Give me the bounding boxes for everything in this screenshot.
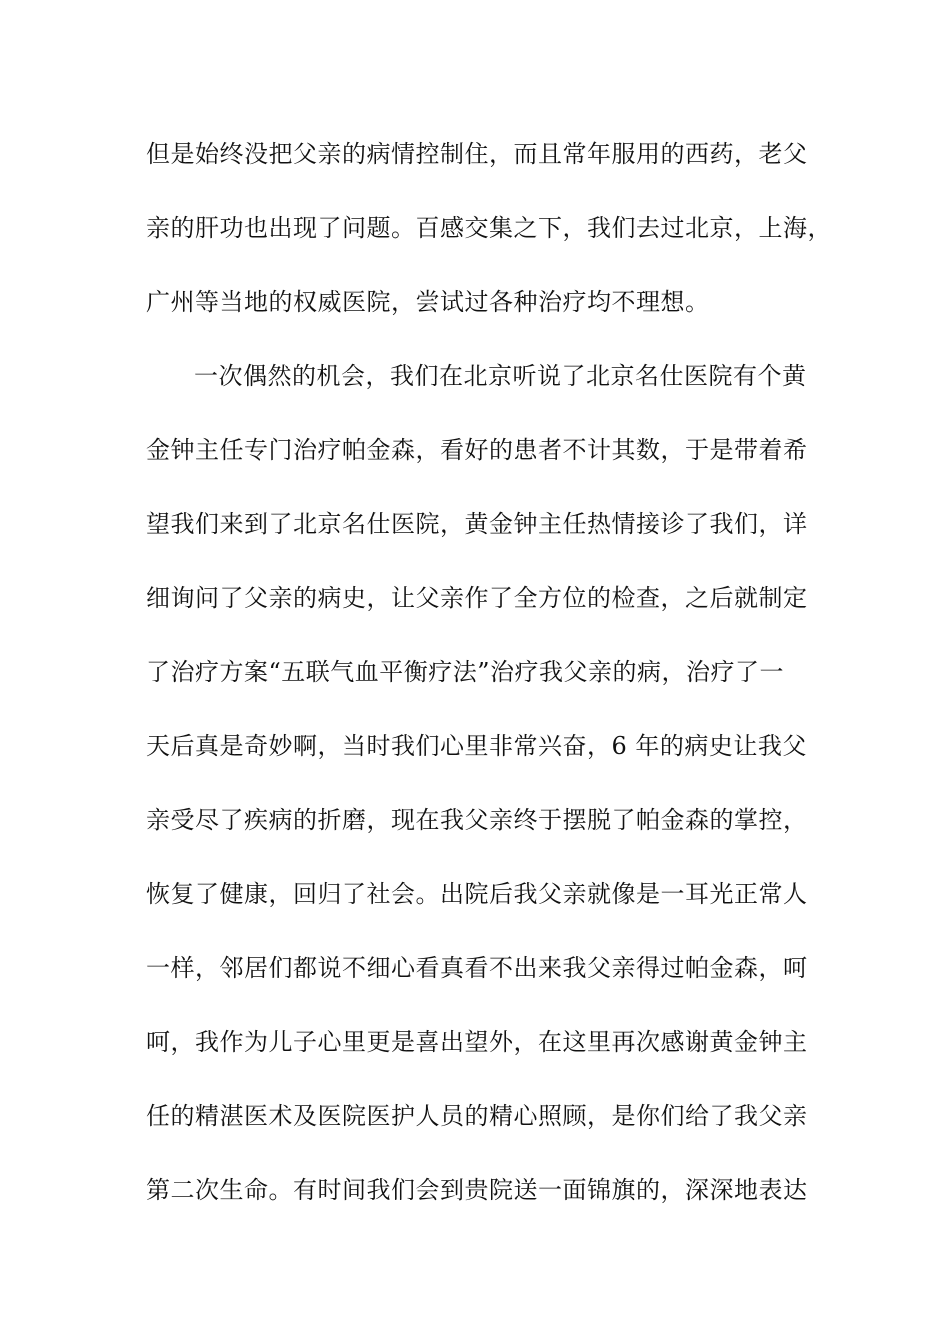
text-line: 但是始终没把父亲的病情控制住，而且常年服用的西药，老父: [146, 140, 808, 168]
text-line: 任的精湛医术及医院医护人员的精心照顾，是你们给了我父亲: [146, 1102, 808, 1130]
text-line: 亲的肝功也出现了问题。百感交集之下，我们去过北京，上海，: [146, 214, 832, 242]
text-line: 天后真是奇妙啊，当时我们心里非常兴奋，6 年的病史让我父: [146, 732, 807, 760]
text-line: 细询问了父亲的病史，让父亲作了全方位的检查，之后就制定: [146, 584, 808, 612]
text-line: 广州等当地的权威医院，尝试过各种治疗均不理想。: [146, 288, 710, 316]
text-line: 呵，我作为儿子心里更是喜出望外，在这里再次感谢黄金钟主: [146, 1028, 808, 1056]
text-line: 第二次生命。有时间我们会到贵院送一面锦旗的，深深地表达: [146, 1176, 808, 1204]
text-line: 望我们来到了北京名仕医院，黄金钟主任热情接诊了我们，详: [146, 510, 808, 538]
text-line: 了治疗方案“五联气血平衡疗法”治疗我父亲的病，治疗了一: [146, 658, 785, 686]
text-line: 一样，邻居们都说不细心看真看不出来我父亲得过帕金森，呵: [146, 954, 808, 982]
text-line: 恢复了健康，回归了社会。出院后我父亲就像是一耳光正常人: [146, 880, 808, 908]
text-line: 亲受尽了疾病的折磨，现在我父亲终于摆脱了帕金森的掌控，: [146, 806, 808, 834]
paragraph-first-line: 一次偶然的机会，我们在北京听说了北京名仕医院有个黄: [194, 362, 807, 390]
text-line: 金钟主任专门治疗帕金森，看好的患者不计其数，于是带着希: [146, 436, 808, 464]
